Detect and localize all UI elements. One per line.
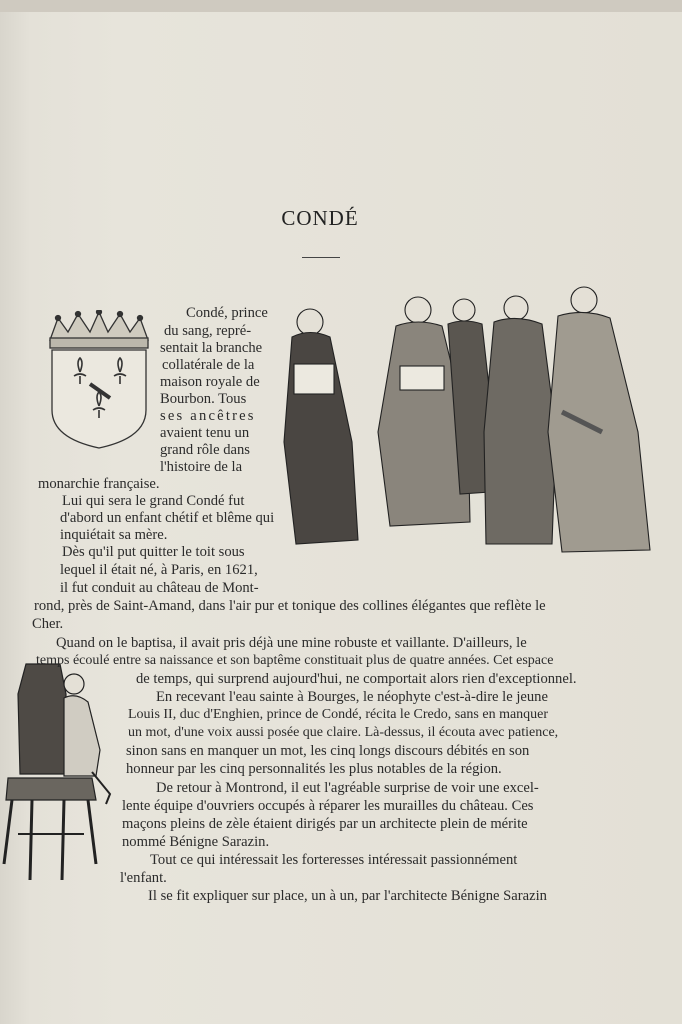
chapter-title: CONDÉ — [281, 206, 359, 230]
text-line: l'enfant. — [120, 870, 167, 886]
text-line: Dès qu'il put quitter le toit sous — [62, 544, 245, 560]
text-line: En recevant l'eau sainte à Bourges, le néophyte c'est-à-dire le jeune — [156, 689, 548, 705]
text-line: Tout ce qui intéressait les forteresses intéressait passionnément — [150, 852, 518, 868]
text-line: de temps, qui surprend aujourd'hui, ne comportait alors rien d'exceptionnel. — [136, 671, 577, 687]
page-edge — [0, 0, 682, 12]
text-line: un mot, d'une voix aussi posée que claire. Là-dessus, il écouta avec patience, — [128, 725, 559, 740]
text-line: lequel il était né, à Paris, en 1621, — [60, 562, 258, 578]
text-line: Bourbon. Tous — [160, 391, 247, 407]
coat-of-arms-icon — [44, 310, 154, 450]
text-line: inquiétait sa mère. — [60, 527, 168, 543]
text-line: honneur par les cinq personnalités les plus notables de la région. — [126, 761, 502, 777]
text-line: Louis II, duc d'Enghien, prince de Condé, récita le Credo, sans en manquer — [128, 707, 549, 722]
text-line: temps écoulé entre sa naissance et son baptême constituait plus de quatre années. Cet espace — [36, 653, 554, 668]
text-line: sinon sans en manquer un mot, les cinq longs discours débités en son — [126, 743, 530, 759]
magistrates-illustration — [272, 282, 658, 554]
text-line: du sang, repré- — [164, 323, 252, 339]
text-line: l'histoire de la — [160, 459, 243, 475]
text-line: avaient tenu un — [160, 425, 250, 441]
text-line: lente équipe d'ouvriers occupés à réparer les murailles du château. Ces — [122, 798, 534, 814]
text-line: maçons pleins de zèle étaient dirigés par un architecte plein de mérite — [122, 816, 528, 832]
text-line: nommé Bénigne Sarazin. — [122, 834, 270, 850]
text-line: ses ancêtres — [160, 408, 256, 424]
text-line: collatérale de la — [162, 357, 255, 373]
text-line: Il se fit expliquer sur place, un à un, par l'architecte Bénigne Sarazin — [148, 888, 547, 904]
text-line: Cher. — [32, 616, 64, 632]
text-line: rond, près de Saint-Amand, dans l'air pur et tonique des collines élégantes que reflète le — [34, 598, 546, 614]
text-line: il fut conduit au château de Mont- — [60, 580, 259, 596]
child-chair-illustration — [0, 654, 118, 886]
text-line: grand rôle dans — [160, 442, 250, 458]
text-line: Quand on le baptisa, il avait pris déjà une mine robuste et vaillante. D'ailleurs, le — [56, 635, 527, 651]
text-line: maison royale de — [160, 374, 260, 390]
text-line: sentait la branche — [160, 340, 263, 356]
text-line: Lui qui sera le grand Condé fut — [62, 493, 245, 509]
text-line: d'abord un enfant chétif et blême qui — [60, 510, 275, 526]
text-line: De retour à Montrond, il eut l'agréable surprise de voir une excel- — [156, 780, 539, 796]
text-line: monarchie française. — [38, 476, 160, 492]
text-line: Condé, prince — [186, 305, 268, 321]
title-rule — [302, 257, 340, 258]
